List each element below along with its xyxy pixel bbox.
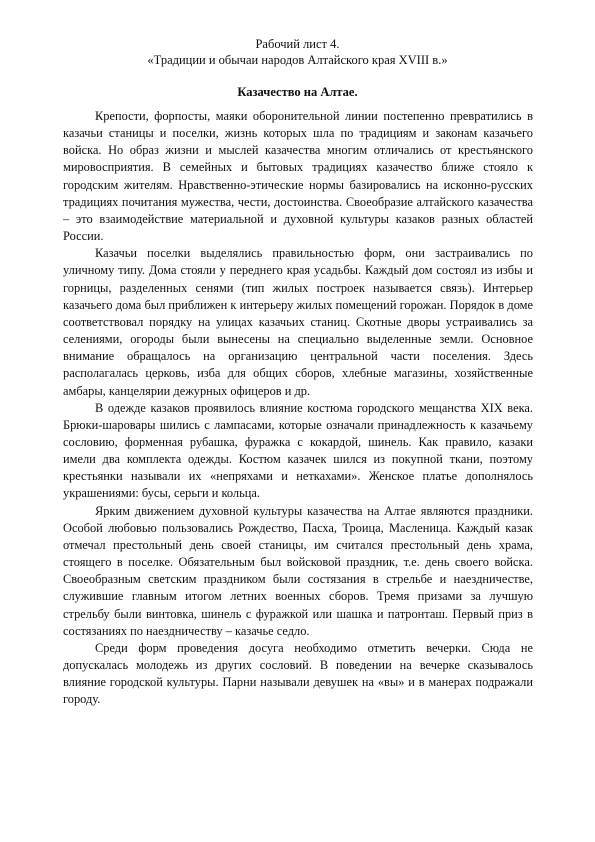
paragraph-holidays: Ярким движением духовной культуры казачества на Алтае являются праздники. Особой любовью пользовались Рождество, Пасха, Троица, Масленица. Каждый казак отмечал престольный день своей станицы, им считался престольный день храма, стоящего в поселке. Обязательным был войсковой праздник, т.е. день своего войска. Своеобразным светским праздником были состязания в стрельбе и наездничестве, служившие главным итогом летних военных сборов. Тремя призами за лучшую стрельбу были винтовка, шинель с фуражкой или шашка и патронташ. Первый приз в состязаниях по наездничеству – казачье седло. (63, 503, 533, 638)
worksheet-topic: «Традиции и обычаи народов Алтайского края XVIII в.» (147, 53, 448, 67)
paragraph-leisure: Среди форм проведения досуга необходимо отметить вечерки. Сюда не допускалась молодежь из других сословий. В поведении на вечерке сказывалось влияние городской культуры. Парни называли девушек на «вы» и в манерах подражали городу. (63, 640, 533, 707)
page-title: Казачество на Алтае. (237, 85, 358, 99)
paragraph-fortresses: Крепости, форпосты, маяки оборонительной линии постепенно превратились в казачьи станицы и поселки, жизнь которых шла по традициям и законам казачьего войска. Но образ жизни и мыслей казачества многим отличались от крестьянского мировосприятия. В семейных и бытовых традициях казачество ближе стояло к городским жителям. Нравственно-этические нормы базировались на исконно-русских традициях почитания мужества, чести, достоинства. Своеобразие алтайского казачества – это взаимодействие материальной и духовной культуры казаков разных областей России. (63, 109, 533, 244)
worksheet-number: Рабочий лист 4. (255, 37, 340, 51)
article-body (63, 108, 533, 708)
paragraph-settlements: Казачьи поселки выделялись правильностью форм, они застраивались по уличному типу. Дома стояли у переднего края усадьбы. Каждый дом состоял из избы и горницы, разделенных сенями (тип жилых построек называется связь). Интерьер казачьего дома был приближен к интерьеру жилых помещений горожан. Порядок в доме соответствовал порядку на улицах казачьих станиц. Скотные дворы устраивались за селениями, огороды были вынесены на специально выделенные земли. Основное внимание обращалось на организацию центральной части поселения. Здесь располагалась церковь, изба для общих сборов, хлебные магазины, хозяйственные амбары, канцелярии дежурных офицеров и др. (63, 246, 533, 398)
paragraph-clothing: В одежде казаков проявилось влияние костюма городского мещанства XIX века. Брюки-шаровары шились с лампасами, которые означали принадлежность к казачьему сословию, форменная рубашка, фуражка с кокардой, шинель. Как правило, казаки имели два комплекта одежды. Костюм казачек шился из покупной ткани, поэтому крестьянки называли их «непряхами и неткахами». Женское платье дополнялось украшениями: бусы, серьги и кольца. (63, 400, 533, 501)
